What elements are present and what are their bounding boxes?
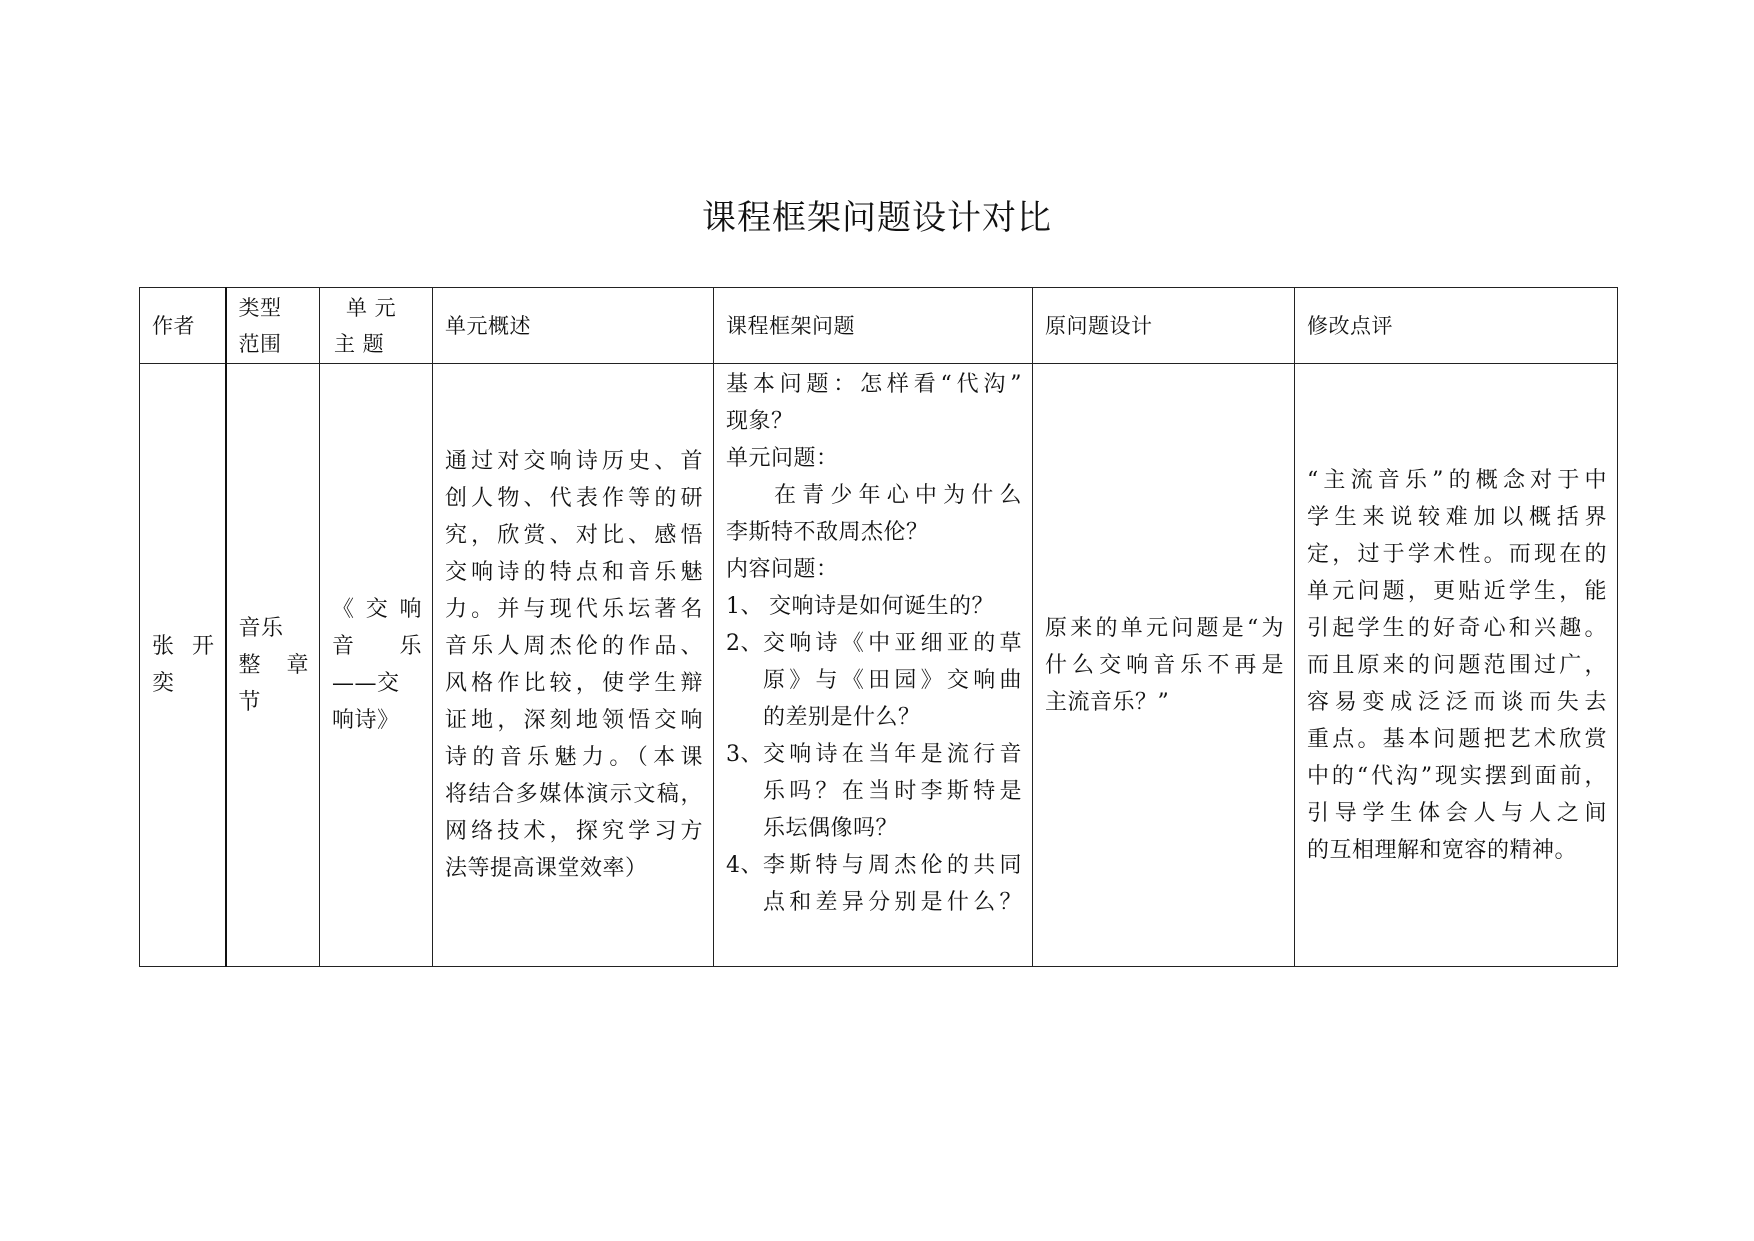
cell-revision-comment (1295, 364, 1618, 967)
revision-comment-line: 单元问题，更贴近学生，能 (1307, 578, 1607, 604)
content-question-line: 乐吗？在当时李斯特是 (763, 779, 1022, 804)
overview-line: 创人物、代表作等的研 (445, 486, 703, 511)
content-question-text (763, 847, 1022, 921)
cell-author (140, 364, 226, 967)
comparison-table (139, 287, 1618, 967)
revision-comment-line: 引导学生体会人与人之间 (1307, 800, 1607, 826)
content-question-line: 交响诗是如何诞生的？ (769, 594, 995, 619)
overview-line: 网络技术，探究学习方 (445, 819, 703, 844)
author-line: 张 开 (152, 634, 215, 659)
content-question-line: 的差别是什么？ (763, 705, 921, 730)
overview-line: 通过对交响诗历史、首 (445, 449, 703, 474)
overview-line: 法等提高课堂效率） (445, 856, 648, 881)
overview-line: 诗的音乐魅力。（本课 (445, 745, 703, 770)
content-question-number: 3、 (726, 742, 763, 767)
unit-question-line (726, 477, 1022, 514)
overview-line: 力。并与现代乐坛著名 (445, 597, 703, 622)
revision-comment-line: 的互相理解和宽容的精神。 (1307, 837, 1578, 863)
content-question-item (726, 736, 1022, 847)
revision-comment-line: 容易变成泛泛而谈而失去 (1307, 689, 1607, 715)
overview-line: 证地，深刻地领悟交响 (445, 708, 703, 733)
content-question-line: 原》与《田园》交响曲 (763, 668, 1022, 693)
content-question-number: 4、 (726, 853, 763, 878)
revision-comment-line: 重点。基本问题把艺术欣赏 (1307, 726, 1607, 752)
content-question-line: 点和差异分别是什么？ (763, 890, 1022, 915)
header-author: 作者 (140, 288, 226, 364)
content-question-label: 内容问题： (726, 557, 839, 582)
header-unit-overview: 单元概述 (433, 288, 714, 364)
unit-question-text: 在青少年心中为什么 (774, 483, 1022, 508)
overview-line: 风格作比较，使学生辩 (445, 671, 703, 696)
header-original-design: 原问题设计 (1033, 288, 1295, 364)
header-framework-questions: 课程框架问题 (714, 288, 1033, 364)
basic-question-line: 基本问题：怎样看“代沟” (726, 372, 1022, 397)
content-question-text (763, 588, 1022, 625)
cell-original-design (1033, 364, 1295, 967)
cell-unit-theme (320, 364, 433, 967)
content-question-line: 交响诗在当年是流行音 (763, 742, 1022, 767)
overview-line: 将结合多媒体演示文稿， (445, 782, 703, 807)
header-unit-theme-line: 单 元 (346, 295, 397, 320)
content-question-text (763, 736, 1022, 847)
revision-comment-line: 引起学生的好奇心和兴趣。 (1307, 615, 1607, 641)
header-type-range (226, 288, 320, 364)
revision-comment-line: 而且原来的问题范围过广， (1307, 652, 1607, 678)
original-design-line: 原来的单元问题是“为 (1045, 615, 1284, 641)
type-range-line: 音乐 (238, 615, 284, 641)
content-question-item (726, 847, 1022, 921)
revision-comment-line: 中的“代沟”现实摆到面前， (1307, 763, 1607, 789)
type-range-line: 节 (238, 689, 262, 715)
content-question-line: 乐坛偶像吗？ (763, 816, 899, 841)
unit-question-line: 李斯特不敌周杰伦？ (726, 520, 929, 545)
content-question-item (726, 588, 1022, 625)
cell-unit-overview (433, 364, 714, 967)
content-question-number: 1、 (726, 594, 763, 619)
unit-theme-line: ——交 (332, 671, 400, 696)
content-question-text (763, 625, 1022, 736)
unit-theme-line: 响诗》 (332, 708, 400, 733)
content-question-line: 李斯特与周杰伦的共同 (763, 853, 1022, 878)
overview-line: 究，欣赏、对比、感悟 (445, 523, 703, 548)
overview-line: 交响诗的特点和音乐魅 (445, 560, 703, 585)
author-line: 奕 (152, 671, 175, 696)
header-type-range-line: 类型 (238, 295, 282, 320)
cell-type-range (226, 364, 320, 967)
basic-question-line: 现象？ (726, 409, 794, 434)
revision-comment-line: 学生来说较难加以概括界 (1307, 504, 1607, 530)
header-unit-theme-line: 主 题 (334, 331, 385, 356)
content-question-line: 交响诗《中亚细亚的草 (763, 631, 1022, 656)
original-design-line: 什么交响音乐不再是 (1045, 652, 1284, 678)
revision-comment-line: “主流音乐”的概念对于中 (1307, 467, 1607, 493)
header-unit-theme (320, 288, 433, 364)
unit-theme-line: 音 乐 (332, 634, 422, 659)
revision-comment-line: 定，过于学术性。而现在的 (1307, 541, 1607, 567)
header-revision-comment: 修改点评 (1295, 288, 1618, 364)
original-design-line: 主流音乐？” (1045, 689, 1170, 715)
document-title: 课程框架问题设计对比 (702, 198, 1052, 238)
overview-line: 音乐人周杰伦的作品、 (445, 634, 703, 659)
unit-theme-line: 《交响 (332, 597, 422, 622)
cell-framework-questions (714, 364, 1033, 967)
table-row (140, 364, 1618, 967)
unit-question-label: 单元问题： (726, 446, 839, 471)
content-question-number: 2、 (726, 631, 763, 656)
header-type-range-line: 范围 (238, 331, 282, 356)
content-question-item (726, 625, 1022, 736)
type-range-line: 整 章 (238, 652, 309, 678)
table-header-row (140, 288, 1618, 364)
